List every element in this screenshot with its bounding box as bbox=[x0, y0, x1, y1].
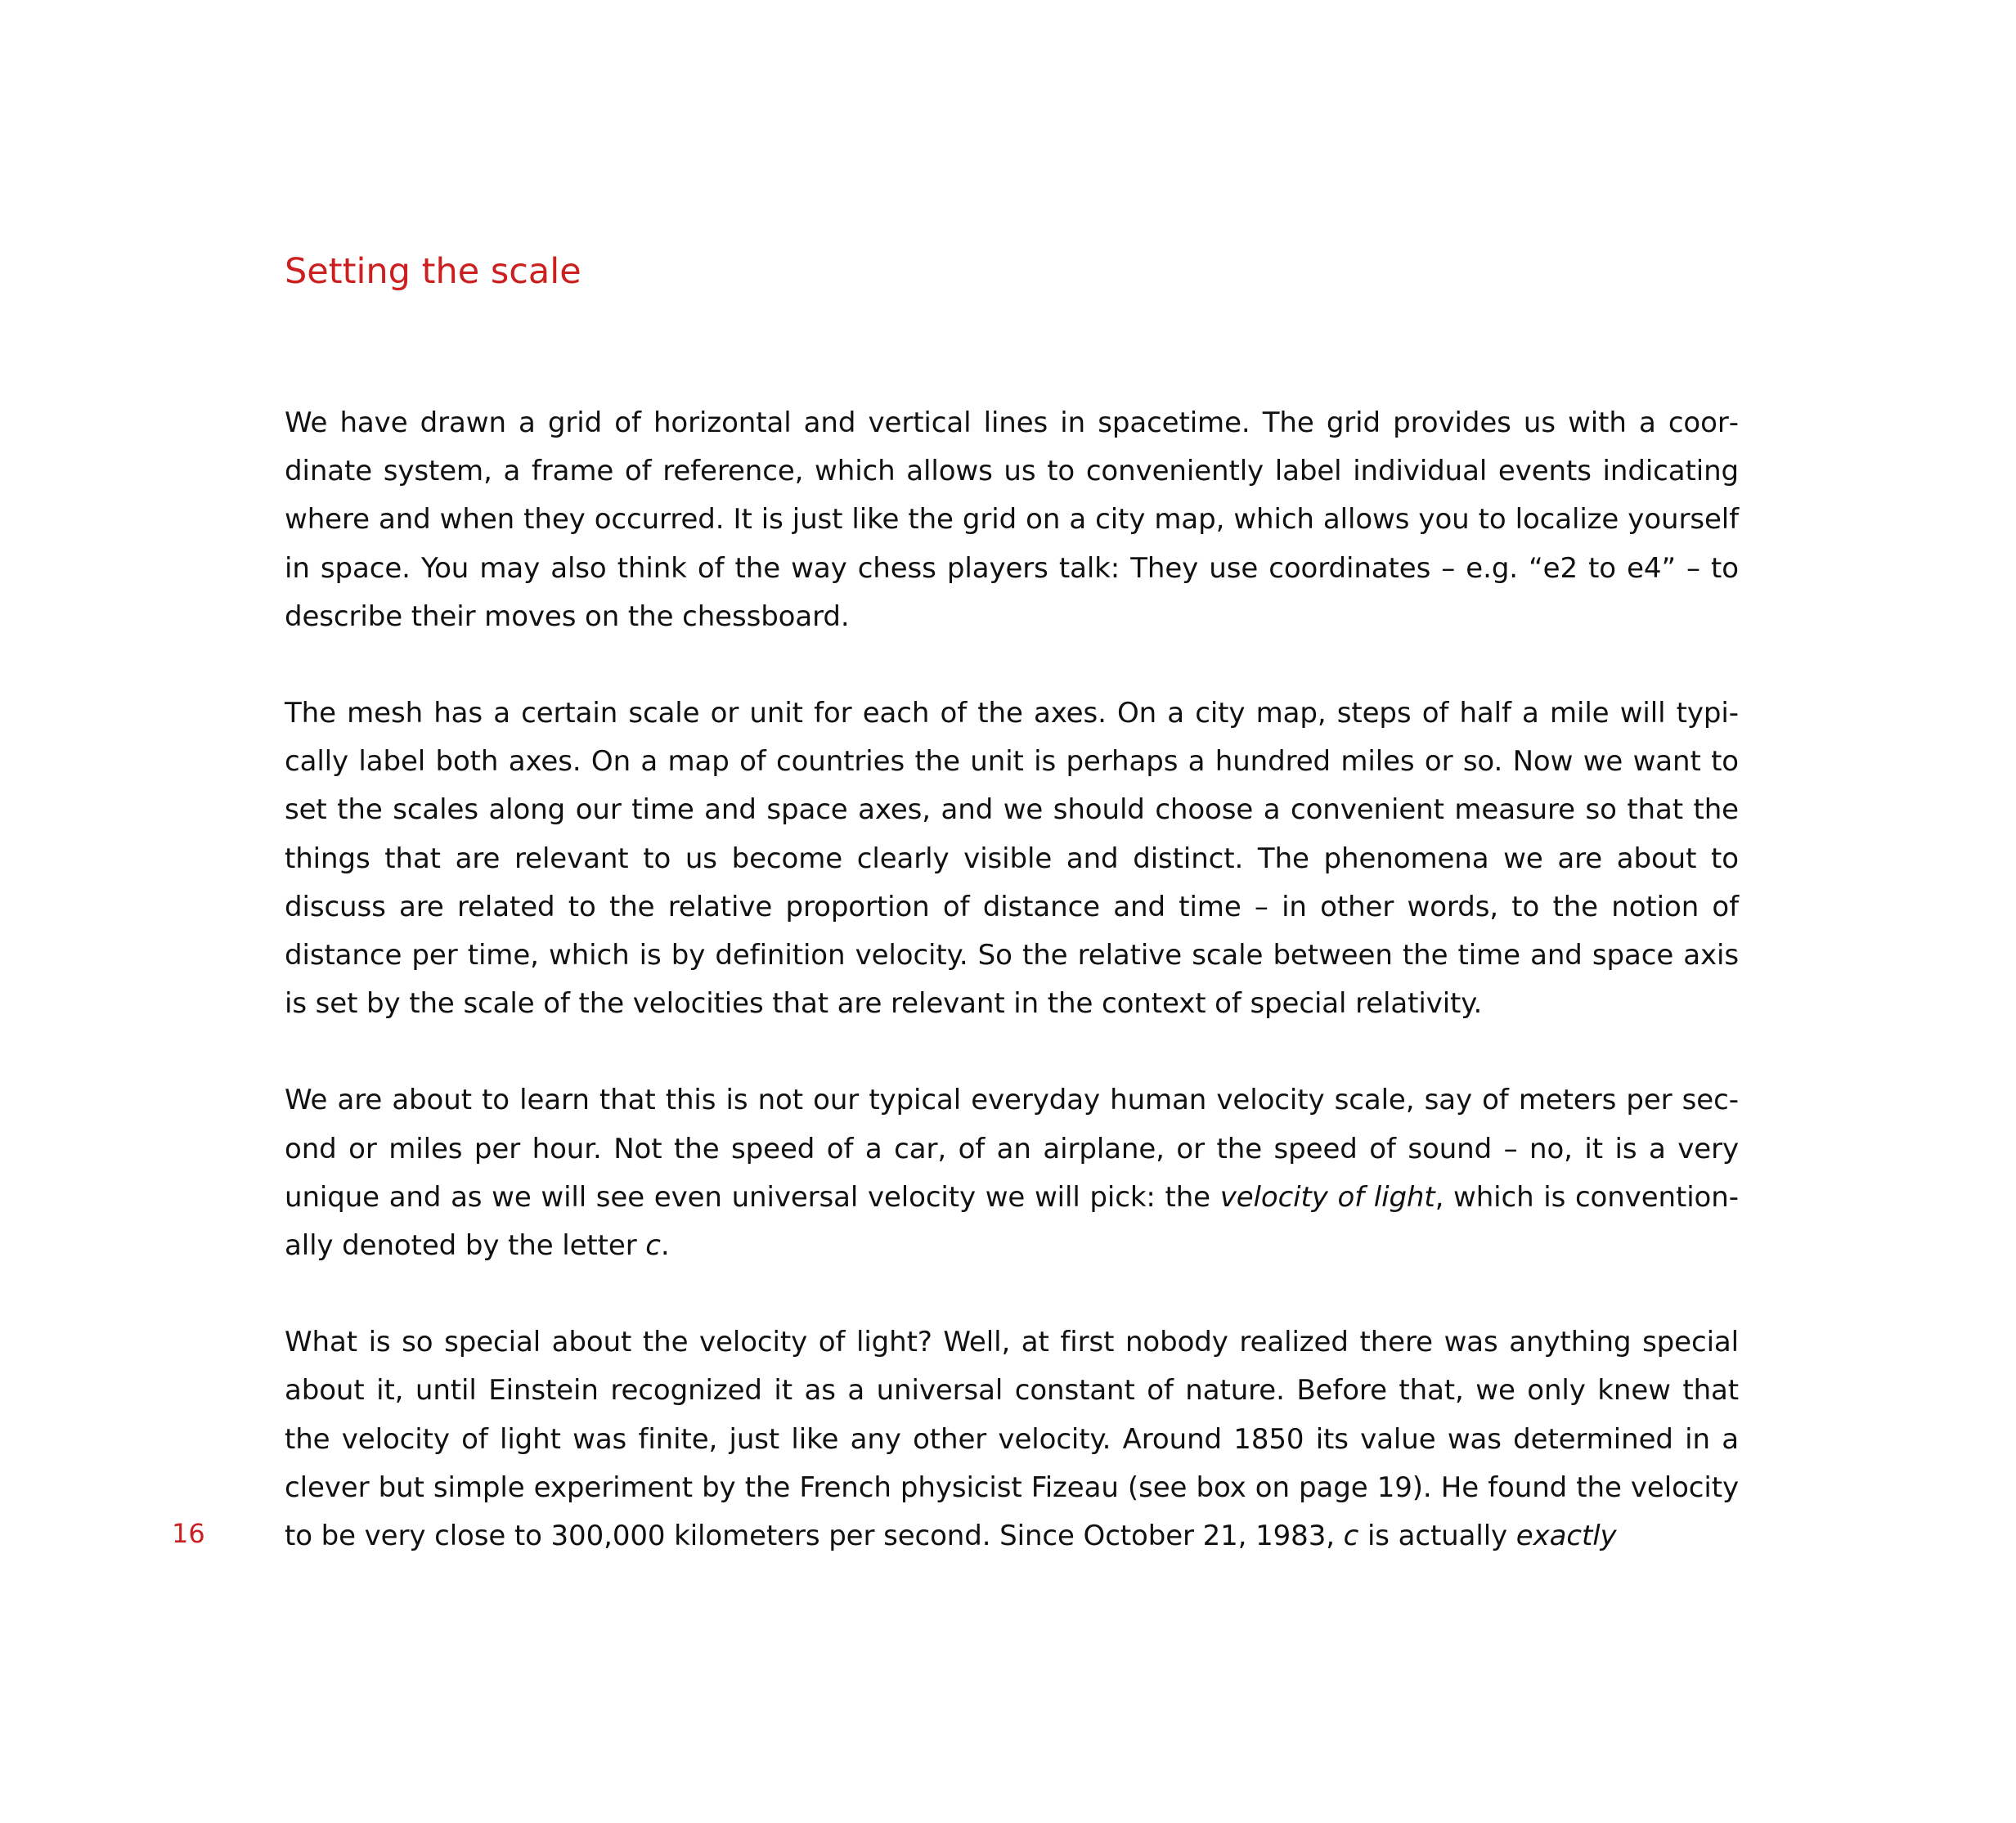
emphasis-velocity-of-light: velocity of light bbox=[1219, 1180, 1435, 1214]
text-segment: What is so special about the velocity of light? Well, at first nobody realized there was anything special about it, until Einstein recognized it as a universal constant of nature. Before that, we only knew that the velocity of light was finite, just like any other velocity. Around 1850 its value was determined in a clever but simple experiment by the French physicist Fizeau (see box on page 19). He found the velocity to be very close to 300,000 kilometers per second. Since October 21, 1983, bbox=[285, 1326, 1739, 1553]
paragraph bbox=[285, 399, 1739, 641]
text-segment: is actually bbox=[1358, 1520, 1516, 1553]
paragraph bbox=[285, 1318, 1739, 1560]
text-segment: The mesh has a certain scale or unit for each of the axes. On a city map, steps of half a mile will typically label both axes. On a map of countries the unit is perhaps a hundred miles or so. Now we want to set the scales along our time and space axes, and we should choose a convenient measure so that the things that are relevant to us become clearly visible and distinct. The phenomena we are about to discuss are related to the relative proportion of distance and time – in other words, to the notion of distance per time, which is by definition velocity. So the relative scale between the time and space axis is set by the scale of the velocities that are relevant in the context of special relativity. bbox=[285, 697, 1739, 1021]
emphasis-exactly: exactly bbox=[1515, 1520, 1617, 1553]
emphasis-c: c bbox=[645, 1229, 661, 1263]
text-segment: We are about to learn that this is not our typical everyday human velocity scale, say of meters per second or miles per hour. Not the speed of a car, of an airplane, or the speed of sound – no, it is a very unique and as we will see even universal velocity we will pick: the bbox=[285, 1084, 1739, 1214]
paragraph bbox=[285, 1076, 1739, 1270]
paragraph bbox=[285, 689, 1739, 1028]
emphasis-c: c bbox=[1343, 1520, 1359, 1553]
page-number: 16 bbox=[172, 1518, 205, 1549]
text-segment: We have drawn a grid of horizontal and vertical lines in spacetime. The grid provides us with a coordinate system, a frame of reference, which allows us to conveniently label individual events indicating where and when they occurred. It is just like the grid on a city map, which allows you to localize yourself in space. You may also think of the way chess players talk: They use coordinates – e.g. “e2 to e4” – to describe their moves on the chessboard. bbox=[285, 406, 1739, 633]
section-title: Setting the scale bbox=[285, 251, 581, 292]
body-text bbox=[285, 399, 1739, 1609]
text-segment: . bbox=[660, 1229, 670, 1263]
text-segment: , which is conventionally denoted by the letter bbox=[285, 1180, 1739, 1263]
